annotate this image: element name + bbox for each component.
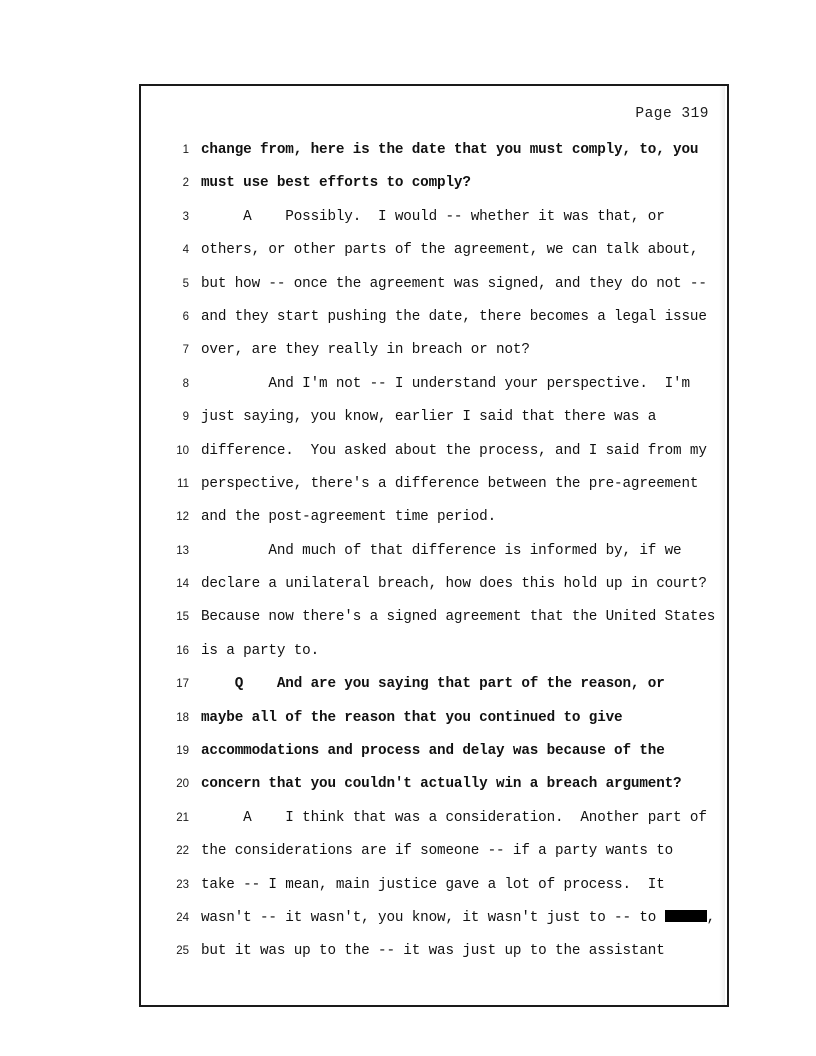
line-text: declare a unilateral breach, how does this hold up in court? (201, 576, 707, 593)
redaction-block (665, 910, 707, 922)
line-number: 22 (176, 845, 189, 858)
line-text: Q And are you saying that part of the reason, or (201, 676, 665, 693)
transcript-line (141, 342, 727, 375)
line-number: 5 (182, 277, 189, 290)
line-number: 23 (176, 878, 189, 891)
line-text: Because now there's a signed agreement that the United States (201, 609, 716, 626)
transcript-line (141, 443, 727, 476)
line-number: 25 (176, 945, 189, 958)
line-text: take -- I mean, main justice gave a lot of process. It (201, 876, 665, 893)
line-number: 16 (176, 644, 189, 657)
line-number: 3 (182, 210, 189, 223)
transcript-line (141, 409, 727, 442)
line-number: 15 (176, 611, 189, 624)
transcript-line (141, 142, 727, 175)
transcript-line (141, 309, 727, 342)
line-number: 12 (176, 511, 189, 524)
transcript-line (141, 776, 727, 809)
line-number: 6 (182, 310, 189, 323)
line-number: 2 (182, 177, 189, 190)
line-text: And much of that difference is informed by, if we (201, 542, 682, 559)
transcript-frame (139, 84, 729, 1007)
transcript-line (141, 609, 727, 642)
line-number: 11 (177, 477, 189, 490)
line-text: and they start pushing the date, there becomes a legal issue (201, 308, 707, 325)
line-number: 1 (182, 144, 189, 156)
transcript-line (141, 242, 727, 275)
line-number: 14 (176, 578, 189, 591)
transcript-line (141, 209, 727, 242)
transcript-lines (141, 142, 727, 977)
line-text: wasn't -- it wasn't, you know, it wasn't just to -- to , (201, 909, 716, 926)
line-number: 24 (176, 911, 189, 924)
line-number: 9 (182, 411, 189, 424)
line-text: but it was up to the -- it was just up to the assistant (201, 943, 665, 960)
line-text: and the post-agreement time period. (201, 509, 497, 526)
transcript-line (141, 810, 727, 843)
line-text: change from, here is the date that you must comply, to, you (201, 142, 699, 158)
transcript-line (141, 743, 727, 776)
line-text: the considerations are if someone -- if a party wants to (201, 843, 674, 860)
line-number: 21 (176, 811, 189, 824)
transcript-line (141, 843, 727, 876)
transcript-line (141, 376, 727, 409)
transcript-line (141, 476, 727, 509)
line-text-after-redaction: , (706, 909, 716, 926)
line-text: others, or other parts of the agreement, we can talk about, (201, 242, 699, 259)
transcript-line (141, 943, 727, 976)
line-text: maybe all of the reason that you continued to give (201, 709, 623, 726)
transcript-line (141, 543, 727, 576)
transcript-line (141, 643, 727, 676)
line-text: A Possibly. I would -- whether it was that, or (201, 208, 665, 225)
line-number: 8 (182, 377, 189, 390)
transcript-line (141, 676, 727, 709)
line-text: difference. You asked about the process, and I said from my (201, 442, 707, 459)
transcript-line (141, 910, 727, 943)
line-number: 10 (176, 444, 189, 457)
transcript-line (141, 509, 727, 542)
line-text: And I'm not -- I understand your perspective. I'm (201, 375, 690, 392)
page-number-label: Page 319 (635, 106, 709, 122)
line-text: A I think that was a consideration. Another part of (201, 809, 707, 826)
line-text: but how -- once the agreement was signed, and they do not -- (201, 275, 707, 292)
line-number: 7 (182, 344, 189, 357)
line-text: just saying, you know, earlier I said that there was a (201, 409, 657, 426)
transcript-line (141, 276, 727, 309)
line-number: 17 (176, 678, 189, 691)
line-number: 20 (176, 778, 189, 791)
transcript-line (141, 710, 727, 743)
line-number: 19 (176, 745, 189, 758)
line-number: 4 (182, 244, 189, 257)
line-text: must use best efforts to comply? (201, 175, 471, 192)
line-text: is a party to. (201, 642, 320, 659)
transcript-line (141, 877, 727, 910)
line-text: over, are they really in breach or not? (201, 342, 530, 359)
line-text: concern that you couldn't actually win a breach argument? (201, 776, 682, 793)
transcript-line (141, 175, 727, 208)
line-text: perspective, there's a difference between the pre-agreement (201, 475, 699, 492)
line-number: 13 (176, 544, 189, 557)
line-text: accommodations and process and delay was because of the (201, 743, 665, 760)
transcript-line (141, 576, 727, 609)
line-number: 18 (176, 711, 189, 724)
